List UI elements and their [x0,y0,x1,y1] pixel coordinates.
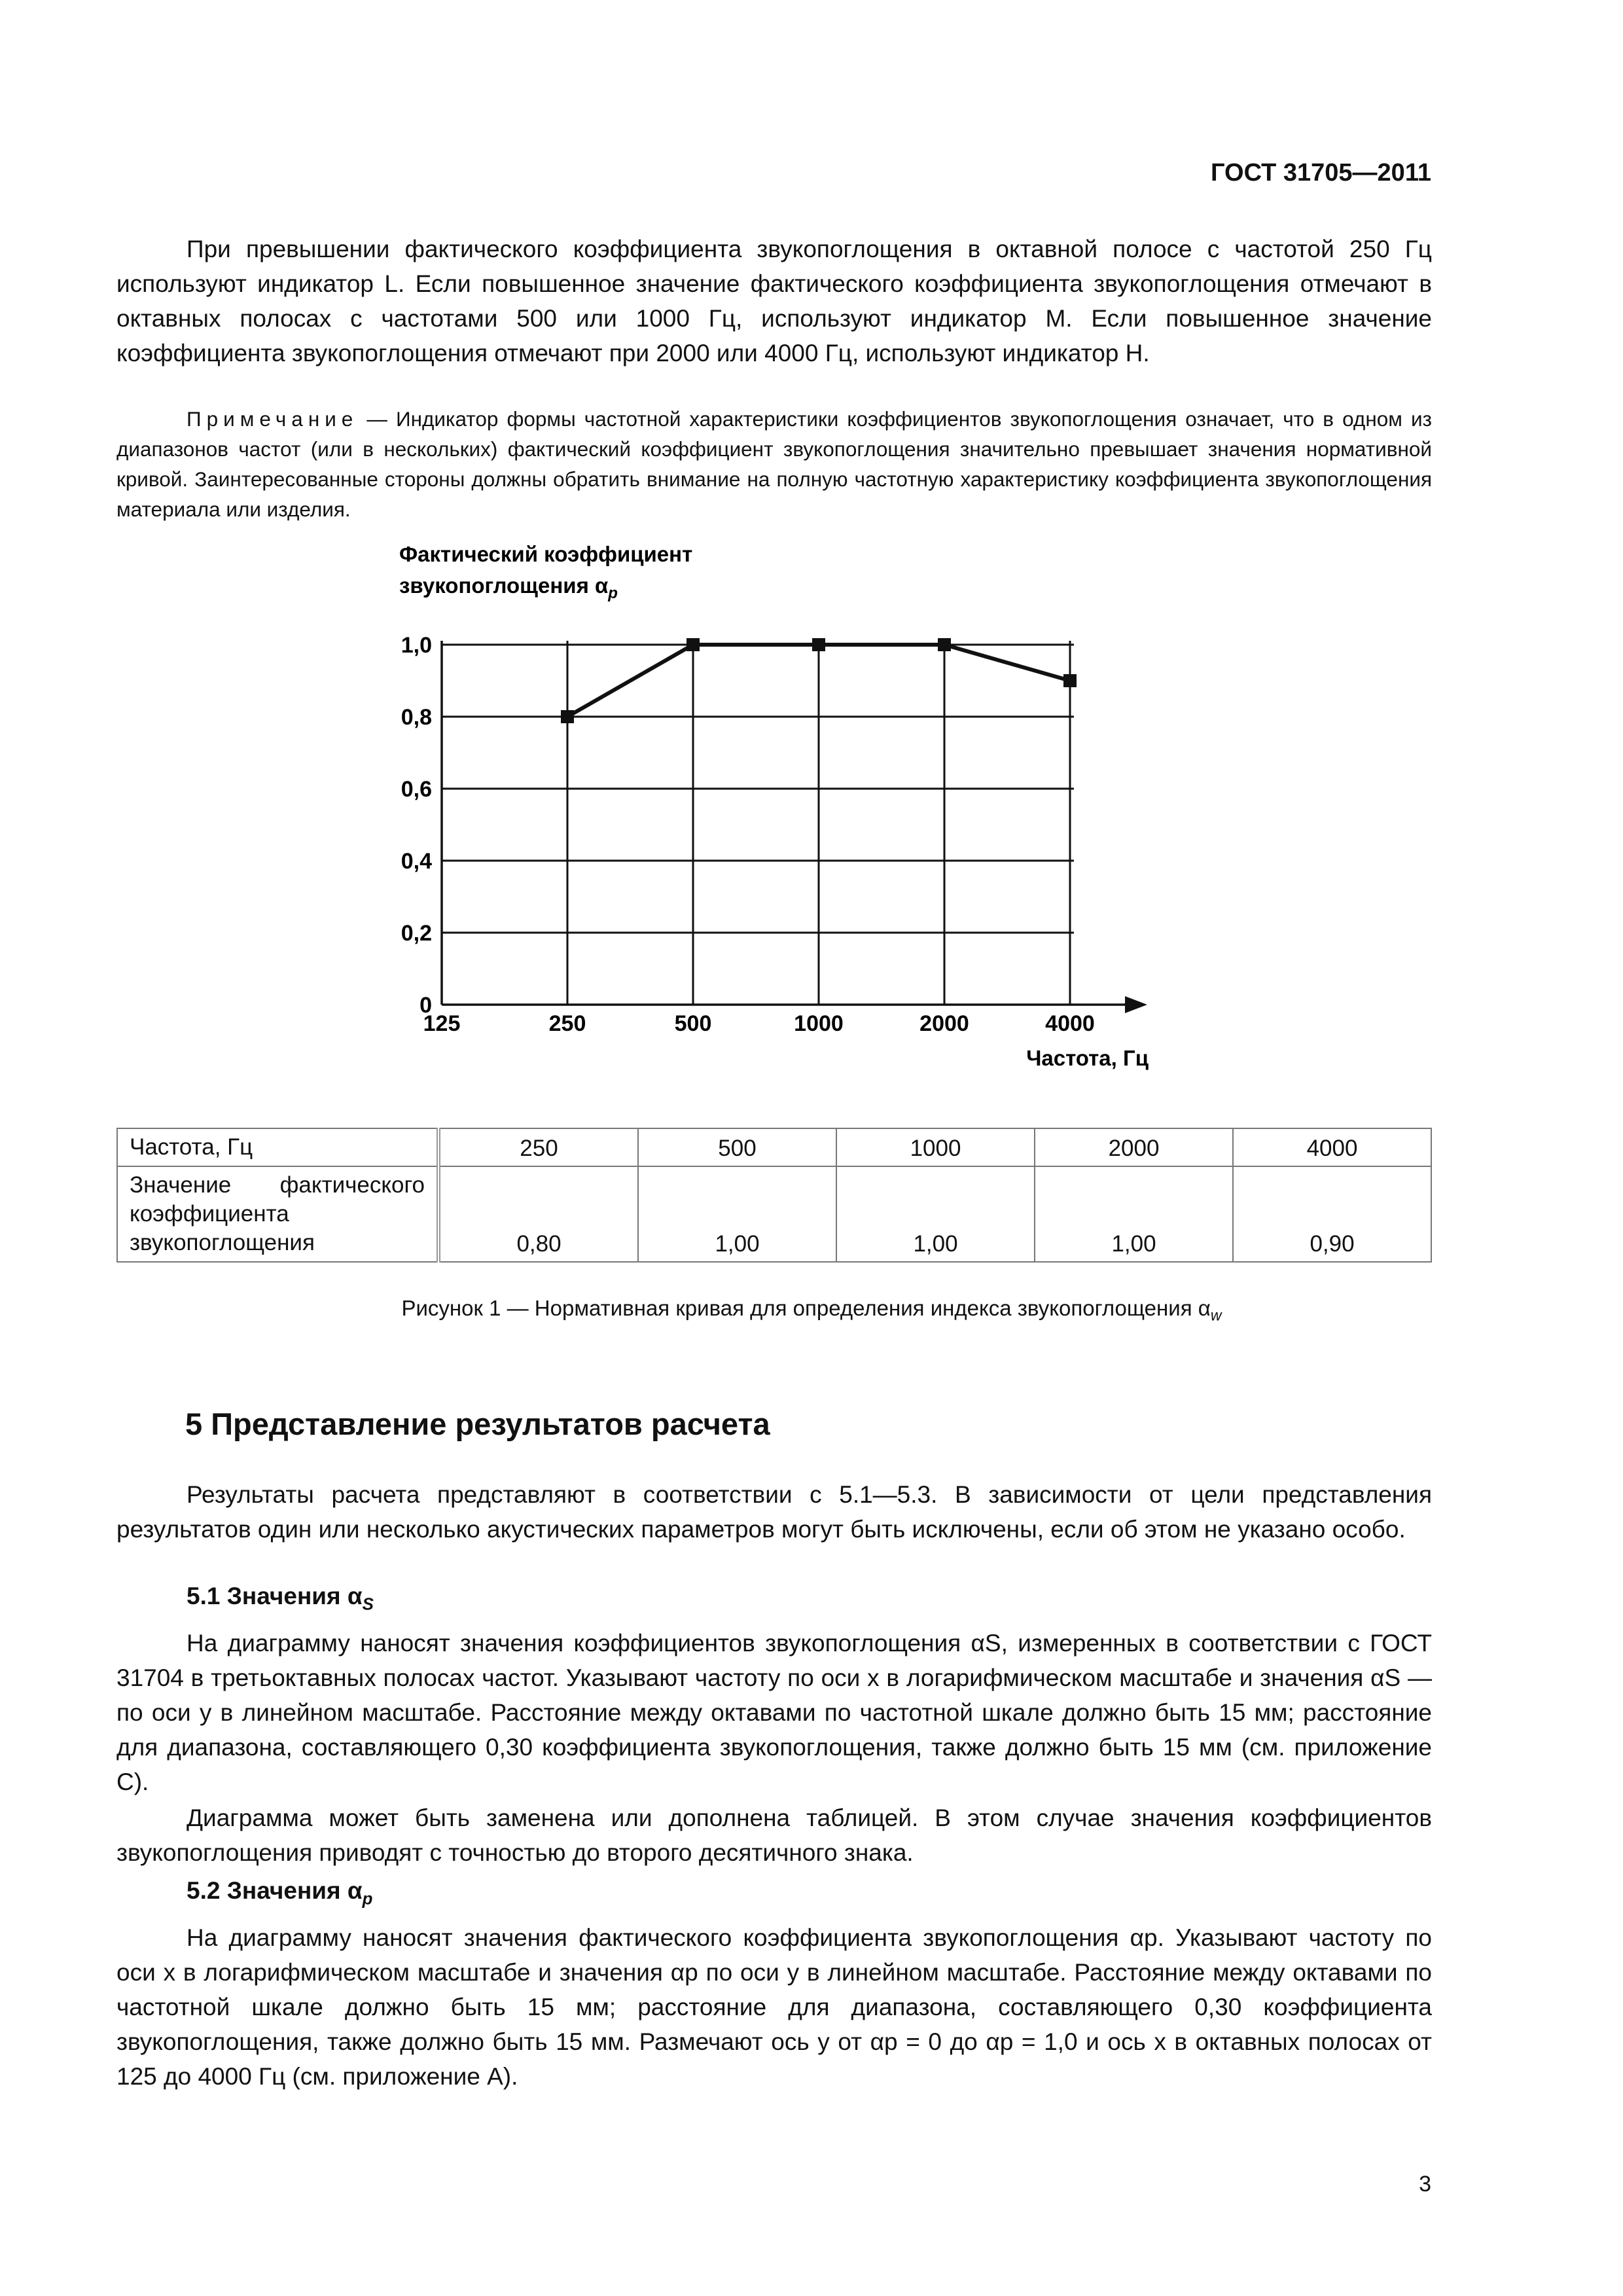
document-standard-number: ГОСТ 31705—2011 [1211,159,1431,187]
chart-data-point [812,638,825,651]
chart-x-tick-label: 2000 [919,1011,969,1036]
chart-x-tick-label: 125 [423,1011,461,1036]
note-text: — Индикатор формы частотной характеристики коэффициентов звукопоглощения означает, что в одном из диапазонов частот (или в нескольких) фактический коэффициент звукопоглощения значительно превышает значения нормативной кривой. Заинтересованные стороны должны обратить внимание на полную частотную характеристику коэффициента звукопоглощения материала или изделия. [116,407,1432,521]
figure-caption: Рисунок 1 — Нормативная кривая для определения индекса звукопоглощения $\alpha_w$ [401,1296,1222,1324]
chart-x-tick-label: 4000 [1045,1011,1095,1036]
section-5-intro: Результаты расчета представляют в соответствии с 5.1—5.3. В зависимости от цели представления результатов один или несколько акустических параметров могут быть исключены, если об этом не указано особо. [116,1481,1432,1543]
chart-x-axis-arrow [1125,996,1147,1013]
chart-ylabel-line1: Фактический коэффициент [399,542,693,566]
chart-y-tick-label: 0,8 [401,705,432,730]
table-cell-frequency: 1000 [836,1128,1035,1166]
chart-y-tick-label: 0,4 [401,849,432,874]
chart-xlabel: Частота, Гц [1026,1046,1149,1070]
absorption-chart [366,537,1191,1080]
table-header-frequency: Частота, Гц [117,1128,438,1166]
section-5-heading: 5 Представление результатов расчета [185,1407,770,1441]
subsection-5-1-paragraph-1: На диаграмму наносят значения коэффициентов звукопоглощения αS, измеренных в соответствии с ГОСТ 31704 в третьоктавных полосах частот. Указывают частоту по оси x в логарифмическом масштабе и значения αS — по оси y в линейном масштабе. Расстояние между октавами по частотной шкале должно быть 15 мм; расстояние для диапазона, составляющего 0,30 коэффициента звукопоглощения, также должно быть 15 мм (см. приложение С). [116,1630,1432,1795]
table-row-values [117,1166,1431,1262]
values-table [116,1128,1432,1263]
chart-x-tick-label: 1000 [794,1011,844,1036]
table-header-value: Значение фактического коэффициента звукопоглощения [117,1166,438,1262]
chart-grid [442,641,1074,1005]
subsection-5-2-paragraph: На диаграмму наносят значения фактического коэффициента звукопоглощения αp. Указывают частоту по оси x в логарифмическом масштабе и значения αp по оси y в линейном масштабе. Расстояние между октавами по частотной шкале должно быть 15 мм; расстояние для диапазона, составляющего 0,30 коэффициента звукопоглощения, также должно быть 15 мм. Размечают ось y от αp = 0 до αp = 1,0 и ось x в октавных полосах от 125 до 4000 Гц (см. приложение А). [116,1924,1432,2090]
paragraph-indicator-rules: При превышении фактического коэффициента звукопоглощения в октавной полосе с частотой 250 Гц используют индикатор L. Если повышенное значение фактического коэффициента звукопоглощения отмечают в октавных полосах с частотами 500 или 1000 Гц, используют индикатор M. Если повышенное значение коэффициента звукопоглощения отмечают при 2000 или 4000 Гц, используют индикатор H. [116,236,1432,367]
chart-y-tick-label: 0 [419,993,432,1018]
chart-axes [442,641,1147,1013]
chart-tick-labels [401,633,1095,1036]
chart-data-point [938,638,951,651]
chart-y-tick-label: 0,6 [401,777,432,802]
chart-x-tick-label: 250 [548,1011,586,1036]
chart-data-point [1063,674,1077,687]
subsection-5-2-heading: 5.2 Значения $\alpha_p$ [187,1877,373,1909]
chart-y-tick-label: 0,2 [401,921,432,946]
chart-y-tick-label: 1,0 [401,633,432,658]
table-cell-value: 1,00 [836,1166,1035,1262]
table-cell-frequency: 2000 [1035,1128,1233,1166]
table-cell-value: 0,80 [438,1166,638,1262]
chart-ylabel-line2: звукопоглощения $\alpha_p$ [399,573,618,602]
chart-svg [366,537,1191,1080]
table-cell-value: 1,00 [638,1166,836,1262]
chart-x-tick-label: 500 [674,1011,712,1036]
note-label: Примечание [187,407,359,431]
table-cell-frequency: 500 [638,1128,836,1166]
subsection-5-1-paragraph-2: Диаграмма может быть заменена или дополнена таблицей. В этом случае значения коэффициентов звукопоглощения приводят с точностью до второго десятичного знака. [116,1804,1432,1866]
table-cell-value: 1,00 [1035,1166,1233,1262]
table-cell-frequency: 250 [438,1128,638,1166]
note-paragraph [116,404,1432,524]
table-row-frequency [117,1128,1431,1166]
chart-data-point [561,710,574,723]
table-cell-frequency: 4000 [1233,1128,1431,1166]
subsection-5-1-heading: 5.1 Значения $\alpha_S$ [187,1583,374,1614]
chart-data-point [687,638,700,651]
table-cell-value: 0,90 [1233,1166,1431,1262]
page-number: 3 [1419,2172,1431,2197]
